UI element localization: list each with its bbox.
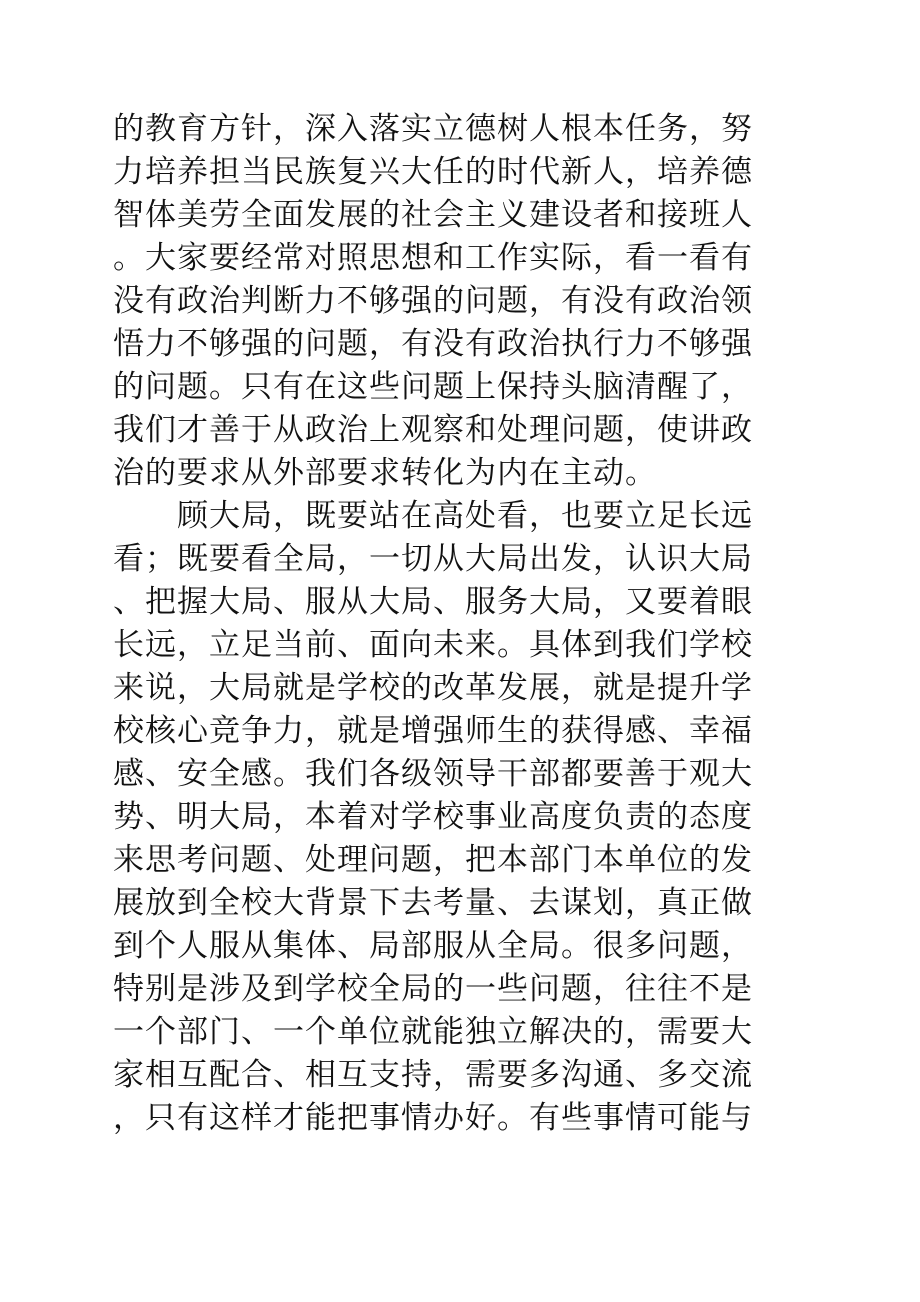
text-line: 。大家要经常对照思想和工作实际，看一看有 — [113, 240, 753, 276]
text-line: 我们才善于从政治上观察和处理问题，使讲政 — [113, 412, 753, 448]
text-line: 治的要求从外部要求转化为内在主动。 — [113, 455, 657, 491]
text-line: 顾大局，既要站在高处看，也要立足长远 — [113, 498, 753, 534]
text-line: 智体美劳全面发展的社会主义建设者和接班人 — [113, 197, 753, 233]
text-line: 家相互配合、相互支持，需要多沟通、多交流 — [113, 1057, 753, 1093]
text-line: 一个部门、一个单位就能独立解决的，需要大 — [113, 1014, 753, 1050]
text-line: ，只有这样才能把事情办好。有些事情可能与 — [113, 1100, 753, 1136]
text-line: 到个人服从集体、局部服从全局。很多问题， — [113, 928, 753, 964]
text-line: 悟力不够强的问题，有没有政治执行力不够强 — [113, 326, 753, 362]
text-line: 的问题。只有在这些问题上保持头脑清醒了， — [113, 369, 753, 405]
text-line: 校核心竞争力，就是增强师生的获得感、幸福 — [113, 713, 753, 749]
text-line: 感、安全感。我们各级领导干部都要善于观大 — [113, 756, 753, 792]
text-line: 、把握大局、服从大局、服务大局，又要着眼 — [113, 584, 753, 620]
text-line: 的教育方针，深入落实立德树人根本任务，努 — [113, 111, 753, 147]
text-line: 展放到全校大背景下去考量、去谋划，真正做 — [113, 885, 753, 921]
text-line: 力培养担当民族复兴大任的时代新人，培养德 — [113, 154, 753, 190]
text-line: 势、明大局，本着对学校事业高度负责的态度 — [113, 799, 753, 835]
text-line: 来说，大局就是学校的改革发展，就是提升学 — [113, 670, 753, 706]
body-text — [113, 108, 773, 1140]
text-line: 特别是涉及到学校全局的一些问题，往往不是 — [113, 971, 753, 1007]
text-line: 看；既要看全局，一切从大局出发，认识大局 — [113, 541, 753, 577]
text-line: 没有政治判断力不够强的问题，有没有政治领 — [113, 283, 753, 319]
text-line: 长远，立足当前、面向未来。具体到我们学校 — [113, 627, 753, 663]
text-line: 来思考问题、处理问题，把本部门本单位的发 — [113, 842, 753, 878]
